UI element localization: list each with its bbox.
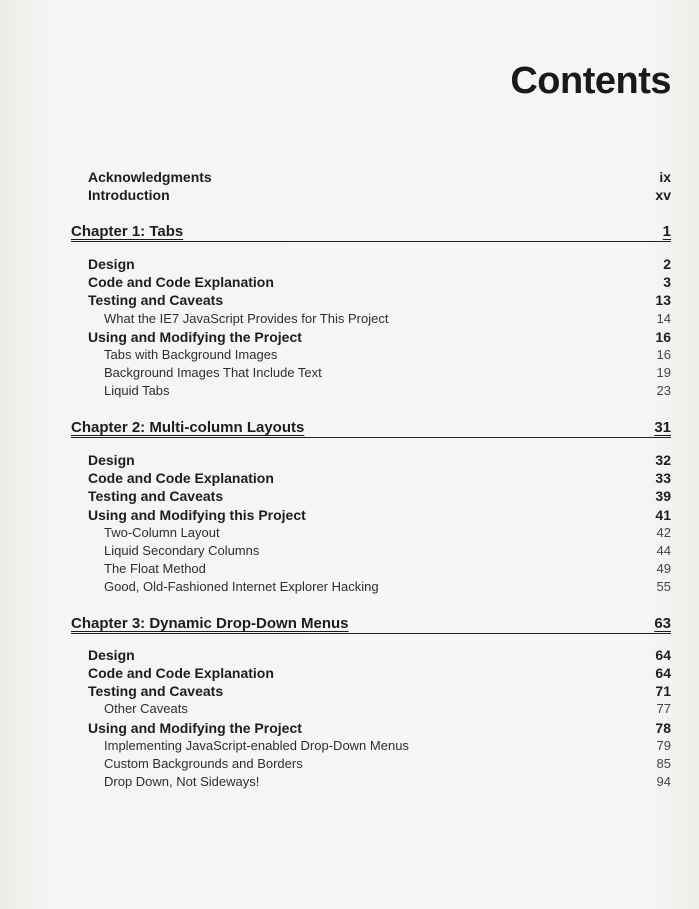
toc-entry-page: 14: [656, 311, 671, 326]
toc-subentry: [88, 524, 671, 542]
toc-entry-label: Code and Code Explanation: [88, 665, 274, 681]
toc-subentry: [88, 560, 671, 578]
toc-entry-page: ix: [659, 169, 671, 185]
toc-entry-page: 64: [655, 647, 671, 663]
chapter-title: Chapter 3: Dynamic Drop-Down Menus: [71, 615, 349, 632]
toc-entry-label: Good, Old-Fashioned Internet Explorer Hacking: [104, 579, 379, 594]
toc-subentry: [88, 700, 671, 718]
toc-subentry: [88, 542, 671, 560]
toc-entry-page: 16: [656, 347, 671, 362]
toc-entry-page: 39: [655, 488, 671, 504]
toc-subentry: [88, 382, 671, 400]
toc-entry-page: 2: [663, 256, 671, 272]
toc-entry-label: Design: [88, 256, 135, 272]
toc-entry-page: 3: [663, 274, 671, 290]
toc-entry-page: 78: [655, 720, 671, 736]
chapter-page: 1: [662, 223, 671, 240]
toc-entry-label: Background Images That Include Text: [104, 365, 322, 380]
toc-entry-label: Acknowledgments: [88, 169, 212, 185]
toc-entry-page: 19: [656, 365, 671, 380]
toc-entry-label: The Float Method: [104, 561, 206, 576]
toc-entry-page: 49: [656, 561, 671, 576]
toc-subentry: [88, 773, 671, 791]
toc-entry: [88, 451, 671, 469]
toc-entry: [88, 291, 671, 309]
toc-entry-label: Design: [88, 647, 135, 663]
toc-entry: [88, 255, 671, 273]
toc-entry: [88, 664, 671, 682]
toc-entry: [88, 646, 671, 664]
toc-entry-page: 42: [656, 525, 671, 540]
toc-entry-label: Design: [88, 452, 135, 468]
chapter-page: 31: [654, 419, 671, 436]
toc-entry-label: Drop Down, Not Sideways!: [104, 774, 260, 789]
toc-entry-label: Using and Modifying the Project: [88, 720, 302, 736]
toc-entry-page: 44: [656, 543, 671, 558]
toc-subentry: [88, 310, 671, 328]
toc-entry-acknowledgments: [88, 168, 671, 186]
toc-subentry: [88, 346, 671, 364]
toc-subentry: [88, 578, 671, 596]
toc-entry-page: 55: [656, 579, 671, 594]
toc-entry: [88, 487, 671, 505]
toc-entry: [88, 328, 671, 346]
toc-entry-label: Introduction: [88, 187, 170, 203]
toc-entry-label: Two-Column Layout: [104, 525, 220, 540]
toc-entry-label: Testing and Caveats: [88, 488, 224, 504]
toc-entry-page: 23: [656, 383, 671, 398]
toc-entry-page: 64: [655, 665, 671, 681]
toc-entry-label: Testing and Caveats: [88, 292, 224, 308]
toc-entry-label: Using and Modifying this Project: [88, 507, 306, 523]
toc-entry-page: 16: [655, 329, 671, 345]
toc-entry-page: 13: [655, 292, 671, 308]
toc-entry-label: Using and Modifying the Project: [88, 329, 302, 345]
toc-entry-label: Custom Backgrounds and Borders: [104, 756, 303, 771]
toc-entry-page: 94: [656, 774, 671, 789]
toc-entry-label: Other Caveats: [104, 701, 188, 716]
toc-entry-label: Code and Code Explanation: [88, 470, 274, 486]
toc-subentry: [88, 737, 671, 755]
chapter-page: 63: [654, 615, 671, 632]
toc-entry: [88, 682, 671, 700]
toc-entry-page: 41: [655, 507, 671, 523]
chapter-heading-2: [71, 415, 671, 438]
toc-entry-introduction: [88, 186, 671, 204]
toc-entry-label: Tabs with Background Images: [104, 347, 278, 362]
toc-entry-page: 77: [656, 701, 671, 716]
toc-entry-label: Testing and Caveats: [88, 683, 224, 699]
toc-entry-label: Liquid Tabs: [104, 383, 170, 398]
toc-entry: [88, 469, 671, 487]
toc-entry-page: 32: [655, 452, 671, 468]
toc-entry-page: 85: [656, 756, 671, 771]
chapter-heading-1: [71, 219, 671, 242]
toc-entry: [88, 506, 671, 524]
chapter-title: Chapter 2: Multi-column Layouts: [71, 419, 305, 436]
chapter-title: Chapter 1: Tabs: [71, 223, 184, 240]
toc-entry-label: Code and Code Explanation: [88, 274, 274, 290]
toc-entry-label: What the IE7 JavaScript Provides for This Project: [104, 311, 389, 326]
toc-entry-page: xv: [655, 187, 671, 203]
toc-entry-label: Liquid Secondary Columns: [104, 543, 260, 558]
toc-entry-page: 33: [655, 470, 671, 486]
toc-entry-page: 79: [656, 738, 671, 753]
toc-subentry: [88, 755, 671, 773]
toc-entry-label: Implementing JavaScript-enabled Drop-Down Menus: [104, 738, 409, 753]
toc-entry: [88, 273, 671, 291]
page-title: Contents: [510, 60, 671, 102]
toc-entry-page: 71: [655, 683, 671, 699]
toc-subentry: [88, 364, 671, 382]
toc-entry: [88, 719, 671, 737]
chapter-heading-3: [71, 611, 671, 634]
